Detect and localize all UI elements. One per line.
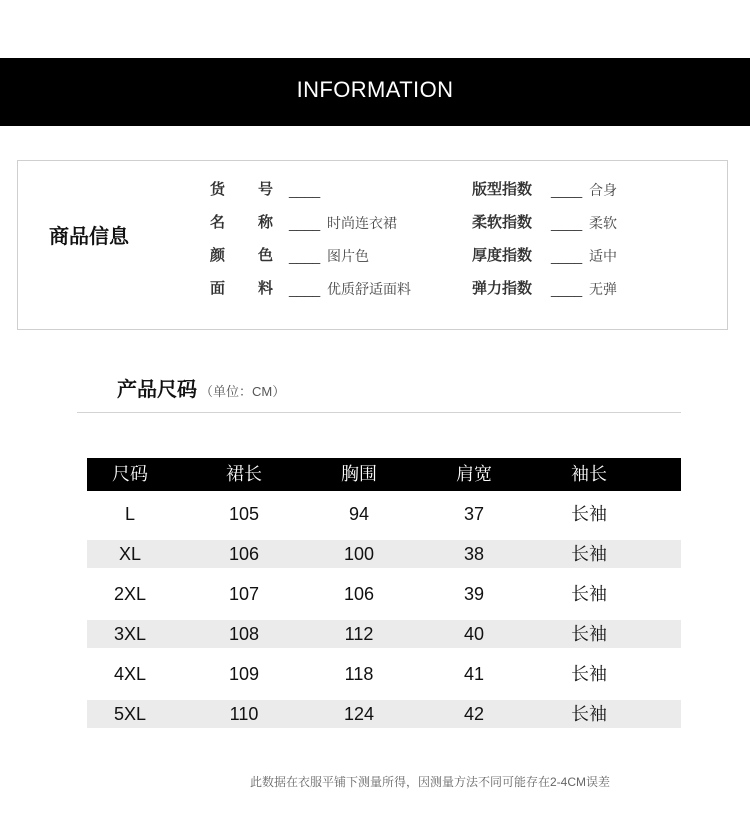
table-cell: 118 xyxy=(344,664,374,684)
table-cell: 112 xyxy=(344,624,374,644)
table-cell: 长袖 xyxy=(571,704,607,724)
table-cell: 39 xyxy=(463,584,485,604)
table-cell: 106 xyxy=(343,584,375,604)
table-cell: 40 xyxy=(463,624,485,644)
table-cell: 5XL xyxy=(113,704,147,724)
size-table xyxy=(87,458,681,730)
table-cell: 94 xyxy=(348,504,370,524)
table-cell: 4XL xyxy=(113,664,147,684)
table-cell: 100 xyxy=(343,544,375,564)
info-blank: ____ xyxy=(289,248,321,264)
table-cell: 38 xyxy=(463,544,485,564)
table-header-cell: 胸围 xyxy=(341,464,377,484)
table-header-cell: 肩宽 xyxy=(456,464,492,484)
info-label: 弹力指数 xyxy=(472,280,533,297)
info-value: 无弹 xyxy=(589,281,617,297)
table-cell: 3XL xyxy=(113,624,147,644)
info-value: 图片色 xyxy=(327,248,369,264)
info-label: 颜色 xyxy=(210,247,273,264)
divider xyxy=(77,412,681,413)
table-cell: 长袖 xyxy=(571,664,607,684)
info-label: 货号 xyxy=(210,181,273,198)
product-info-box xyxy=(17,160,728,330)
table-cell: 124 xyxy=(343,704,375,724)
info-blank: ____ xyxy=(551,215,583,231)
table-header-cell: 裙长 xyxy=(226,464,262,484)
table-cell: L xyxy=(124,504,135,524)
banner-title: INFORMATION xyxy=(296,77,454,102)
table-cell: 41 xyxy=(463,664,485,684)
table-row xyxy=(87,540,681,568)
table-cell: XL xyxy=(118,544,142,564)
product-info-heading: 商品信息 xyxy=(49,226,129,248)
table-row xyxy=(87,620,681,648)
table-cell: 109 xyxy=(228,664,260,684)
info-value: 时尚连衣裙 xyxy=(327,215,397,231)
size-heading: 产品尺码 xyxy=(117,379,197,401)
size-unit: （单位：CM） xyxy=(200,384,286,399)
table-cell: 长袖 xyxy=(571,504,607,524)
info-blank: ____ xyxy=(551,182,583,198)
table-cell: 长袖 xyxy=(571,624,607,644)
table-cell: 106 xyxy=(228,544,260,564)
info-value: 适中 xyxy=(589,248,617,264)
info-row xyxy=(18,279,718,299)
info-blank: ____ xyxy=(289,281,321,297)
info-value: 合身 xyxy=(589,182,617,198)
info-value: 优质舒适面料 xyxy=(327,281,411,297)
info-label: 柔软指数 xyxy=(472,214,533,231)
info-label: 厚度指数 xyxy=(472,247,533,264)
table-row xyxy=(87,580,681,608)
info-label: 面料 xyxy=(210,280,273,297)
table-row xyxy=(87,500,681,528)
table-cell: 108 xyxy=(228,624,260,644)
size-section-title xyxy=(117,378,285,404)
table-header-cell: 袖长 xyxy=(571,464,607,484)
table-header xyxy=(87,458,681,491)
table-cell: 37 xyxy=(463,504,485,524)
table-cell: 42 xyxy=(463,704,485,724)
table-cell: 105 xyxy=(228,504,260,524)
info-label: 版型指数 xyxy=(472,181,533,198)
info-blank: ____ xyxy=(551,281,583,297)
table-cell: 2XL xyxy=(113,584,147,604)
info-blank: ____ xyxy=(551,248,583,264)
measurement-footnote: 此数据在衣服平铺下测量所得，因测量方法不同可能存在2-4CM误差 xyxy=(250,775,611,789)
info-blank: ____ xyxy=(289,182,321,198)
info-blank: ____ xyxy=(289,215,321,231)
information-banner xyxy=(0,58,750,126)
table-cell: 长袖 xyxy=(571,544,607,564)
table-cell: 110 xyxy=(229,704,259,724)
table-row xyxy=(87,660,681,688)
info-row xyxy=(18,180,718,200)
info-value: 柔软 xyxy=(589,215,617,231)
table-cell: 107 xyxy=(228,584,260,604)
table-header-cell: 尺码 xyxy=(112,464,148,484)
table-row xyxy=(87,700,681,728)
info-row xyxy=(18,213,718,233)
info-label: 名称 xyxy=(210,214,273,231)
table-cell: 长袖 xyxy=(571,584,607,604)
info-row xyxy=(18,246,718,266)
